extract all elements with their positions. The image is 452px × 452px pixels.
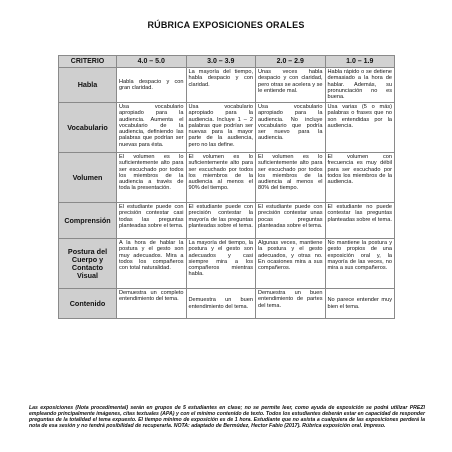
- rubric-cell: Usa vocabulario apropiado para la audiencia. Aumenta el vocabulario de la audiencia, definiendo las palabras que podrían ser nuevas para ésta.: [117, 103, 187, 153]
- table-row: [59, 239, 395, 289]
- criterion-label: Postura del Cuerpo y Contacto Visual: [59, 239, 117, 289]
- criterion-label: Volumen: [59, 153, 117, 203]
- rubric-cell: Unas veces habla despacio y con claridad, pero otras se acelera y se le entiende mal.: [256, 68, 326, 103]
- rubric-cell: Usa varias (5 o más) palabras o frases que no son entendidas por la audiencia.: [325, 103, 395, 153]
- rubric-cell: Demuestra un buen entendimiento de partes del tema.: [256, 289, 326, 319]
- procedural-note: Las exposiciones (Nota procedimental) serán en grupos de 5 estudiantes en clase; no se permite leer, como ayuda de exposición se podrá utilizar PREZI empleando principalmente imágenes, citas textuales (APA) y con el mínimo contenido de texto. Todos los estudiantes deberán estar en capacidad de responder preguntas de la totalidad el tema expuesto. El tiempo mínimo de exposición es de 1 hora. Estudiante que no asista a cualquiera de las exposiciones perderá la nota de esa sesión y no tendrá posibilidad de recuperarla. NOTA: adaptado de Bermúdez, Hector Fabio (2017). Rúbrica exposición oral. Impreso.: [29, 405, 425, 429]
- rubric-cell: El estudiante no puede contestar las preguntas planteadas sobre el tema.: [325, 203, 395, 239]
- column-header-score-4-5: 4.0 – 5.0: [117, 56, 187, 68]
- table-row: [59, 68, 395, 103]
- criterion-label: Comprensión: [59, 203, 117, 239]
- rubric-cell: El volumen es lo suficientemente alto para ser escuchado por todos los miembros de la audiencia al menos el 80% del tiempo.: [256, 153, 326, 203]
- rubric-cell: No parece entender muy bien el tema.: [325, 289, 395, 319]
- rubric-cell: A la hora de hablar la postura y el gesto son muy adecuados. Mira a todos los compañeros con total naturalidad.: [117, 239, 187, 289]
- criterion-label: Contenido: [59, 289, 117, 319]
- rubric-cell: No mantiene la postura y gesto propios de una exposición oral y, la mayoría de las veces, no mira a sus compañeros.: [325, 239, 395, 289]
- document-title: RÚBRICA EXPOSICIONES ORALES: [147, 20, 305, 30]
- table-row: [59, 153, 395, 203]
- rubric-cell: Habla rápido o se detiene demasiado a la hora de hablar. Además, su pronunciación no es buena.: [325, 68, 395, 103]
- rubric-table: [58, 55, 395, 319]
- rubric-cell: Demuestra un completo entendimiento del tema.: [117, 289, 187, 319]
- rubric-cell: Habla despacio y con gran claridad.: [117, 68, 187, 103]
- table-header-row: [59, 56, 395, 68]
- column-header-score-3-3.9: 3.0 – 3.9: [186, 56, 256, 68]
- rubric-cell: El volumen es lo suficientemente alto para ser escuchado por todos los miembros de la audiencia al menos el 90% del tiempo.: [186, 153, 256, 203]
- column-header-score-2-2.9: 2.0 – 2.9: [256, 56, 326, 68]
- table-row: [59, 203, 395, 239]
- rubric-cell: La mayoría del tiempo, la postura y el gesto son adecuados y casi siempre mira a los compañeros mientras habla.: [186, 239, 256, 289]
- criterion-label: Vocabulario: [59, 103, 117, 153]
- column-header-score-1-1.9: 1.0 – 1.9: [325, 56, 395, 68]
- rubric-cell: El estudiante puede con precisión contestar casi todas las preguntas planteadas sobre el tema.: [117, 203, 187, 239]
- rubric-cell: Usa vocabulario apropiado para la audiencia. No incluye vocabulario que podría ser nuevo para la audiencia.: [256, 103, 326, 153]
- table-row: [59, 289, 395, 319]
- column-header-criterio: CRITERIO: [59, 56, 117, 68]
- rubric-cell: El estudiante puede con precisión contestar unas pocas preguntas planteadas sobre el tema.: [256, 203, 326, 239]
- criterion-label: Habla: [59, 68, 117, 103]
- rubric-cell: El estudiante puede con precisión contestar la mayoría de las preguntas planteadas sobre el tema.: [186, 203, 256, 239]
- rubric-cell: El volumen es lo suficientemente alto para ser escuchado por todos los miembros de la audiencia a través de toda la presentación.: [117, 153, 187, 203]
- rubric-cell: La mayoría del tiempo, habla despacio y con claridad.: [186, 68, 256, 103]
- rubric-cell: Usa vocabulario apropiado para la audiencia. Incluye 1 – 2 palabras que podrían ser nuevas para la mayor parte de la audiencia, pero no las define.: [186, 103, 256, 153]
- table-row: [59, 103, 395, 153]
- rubric-cell: Algunas veces, mantiene la postura y el gesto adecuados, y otras no. En ocasiones mira a sus compañeros.: [256, 239, 326, 289]
- rubric-cell: El volumen con frecuencia es muy débil para ser escuchado por todos los miembros de la audiencia.: [325, 153, 395, 203]
- rubric-cell: Demuestra un buen entendimiento del tema.: [186, 289, 256, 319]
